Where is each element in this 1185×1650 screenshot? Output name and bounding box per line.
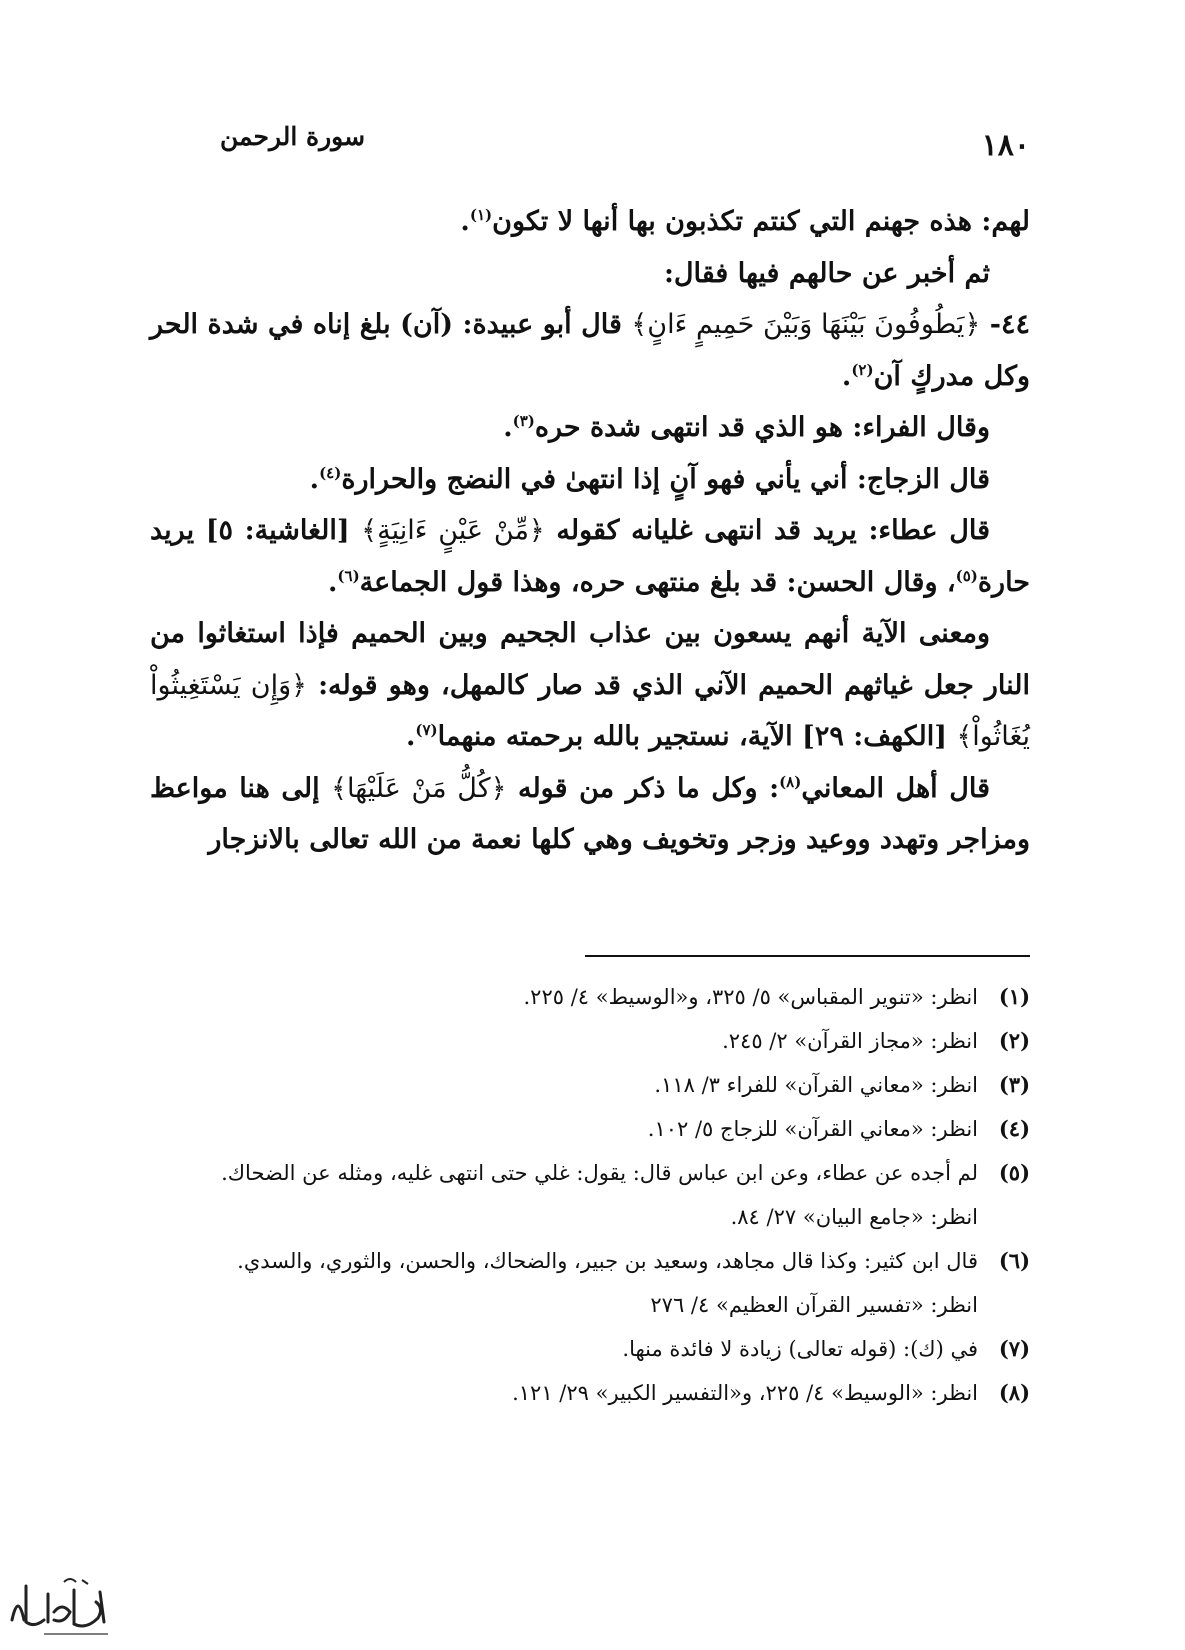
footnote-ref-3: (٣) [512,412,535,430]
paragraph-3: ٤٤- ﴿يَطُوفُونَ بَيْنَهَا وَبَيْنَ حَمِيمٍ ءَانٍ﴾ قال أبو عبيدة: (آن) بلغ إناه في شدة الحر وكل مدركٍ آن$^{(٢)}$. [150,309,1031,392]
paragraph-2: ثم أخبر عن حالهم فيها فقال: [663,257,990,289]
paragraph-1: لهم: هذه جهنم التي كنتم تكذبون بها أنها لا تكون$^{(١)}$. [460,206,1030,237]
footnote-6: (٦) قال ابن كثير: وكذا قال مجاهد، وسعيد بن جبير، والضحاك، والحسن، والثوري، والسدي. انظر: «تفسير القرآن العظيم» ٤/ ٢٧٦ [237,1248,1030,1317]
quran-quote: ﴿كُلُّ مَنْ عَلَيْهَا﴾ [331,772,507,804]
page-header [150,118,1030,168]
footnotes [150,975,1030,1415]
footnote-4: (٤) انظر: «معاني القرآن» للزجاج ٥/ ١٠٢. [647,1116,1030,1141]
paragraph-4: وقال الفراء: هو الذي قد انتهى شدة حره$^{(٣)}$. [503,412,990,443]
footnote-3: (٣) انظر: «معاني القرآن» للفراء ٣/ ١١٨. [654,1072,1030,1097]
paragraph-5: قال الزجاج: أني يأني فهو آنٍ إذا انتهىٰ في النضج والحرارة$^{(٤)}$. [309,463,990,495]
footnote-ref-8: (٨) [779,772,802,791]
footnote-7: (٧) في (ك): (قوله تعالى) زيادة لا فائدة منها. [622,1336,1030,1361]
footnote-2: (٢) انظر: «مجاز القرآن» ٢/ ٢٤٥. [722,1028,1030,1053]
quran-quote: ﴿مِّنْ عَيْنٍ ءَانِيَةٍ﴾ [361,515,545,546]
main-text [150,196,1030,866]
footnote-ref-4: (٤) [319,463,342,482]
footnote-ref-6: (٦) [337,566,360,585]
quran-quote: ﴿وَإِن يَسْتَغِيثُواْ يُغَاثُواْ﴾ [150,669,1030,752]
running-title: سورة الرحمن [220,122,366,151]
paragraph-8: قال أهل المعاني$^{(٨)}$: وكل ما ذكر من قوله ﴿كُلُّ مَنْ عَلَيْهَا﴾ إلى هنا مواعظ ومزاجر وتهدد ووعيد وزجر وتخويف وهي كلها نعمة من الله تعالى بالانزجار [150,772,1030,855]
footnote-ref-5: (٥) [955,566,978,585]
footnote-ref-7: (٧) [415,721,438,739]
footnote-separator [585,955,1030,957]
verse-number: ٤٤- [980,309,1031,340]
publisher-logo [4,1572,114,1642]
page-number: ١٨٠ [981,128,1030,163]
footnote-1: (١) انظر: «تنوير المقباس» ٥/ ٣٢٥، و«الوسيط» ٤/ ٢٢٥. [523,984,1030,1009]
footnote-8: (٨) انظر: «الوسيط» ٤/ ٢٢٥، و«التفسير الكبير» ٢٩/ ١٢١. [512,1380,1030,1405]
paragraph-7: ومعنى الآية أنهم يسعون بين عذاب الجحيم وبين الحميم فإذا استغاثوا من النار جعل غياثهم الحميم الآني الذي قد صار كالمهل، وهو قوله: ﴿وَإِن يَسْتَغِيثُواْ يُغَاثُواْ﴾ [الكهف: ٢٩] الآية، نستجير بالله برحمته منهما$^{(٧)}$. [150,618,1030,752]
footnote-ref-1: (١) [469,206,493,224]
paragraph-6: قال عطاء: يريد قد انتهى غليانه كقوله ﴿مِّنْ عَيْنٍ ءَانِيَةٍ﴾ [الغاشية: ٥] يريد حارة$^{(٥)}$، وقال الحسن: قد بلغ منتهى حره، وهذا قول الجماعة$^{(٦)}$. [150,515,1030,598]
quran-quote: ﴿يَطُوفُونَ بَيْنَهَا وَبَيْنَ حَمِيمٍ ءَانٍ﴾ [631,309,981,340]
footnote-ref-2: (٢) [851,360,874,379]
footnote-5: (٥) لم أجده عن عطاء، وعن ابن عباس قال: يقول: غلي حتى انتهى غليه، ومثله عن الضحاك. انظر: «جامع البيان» ٢٧/ ٨٤. [221,1160,1030,1229]
